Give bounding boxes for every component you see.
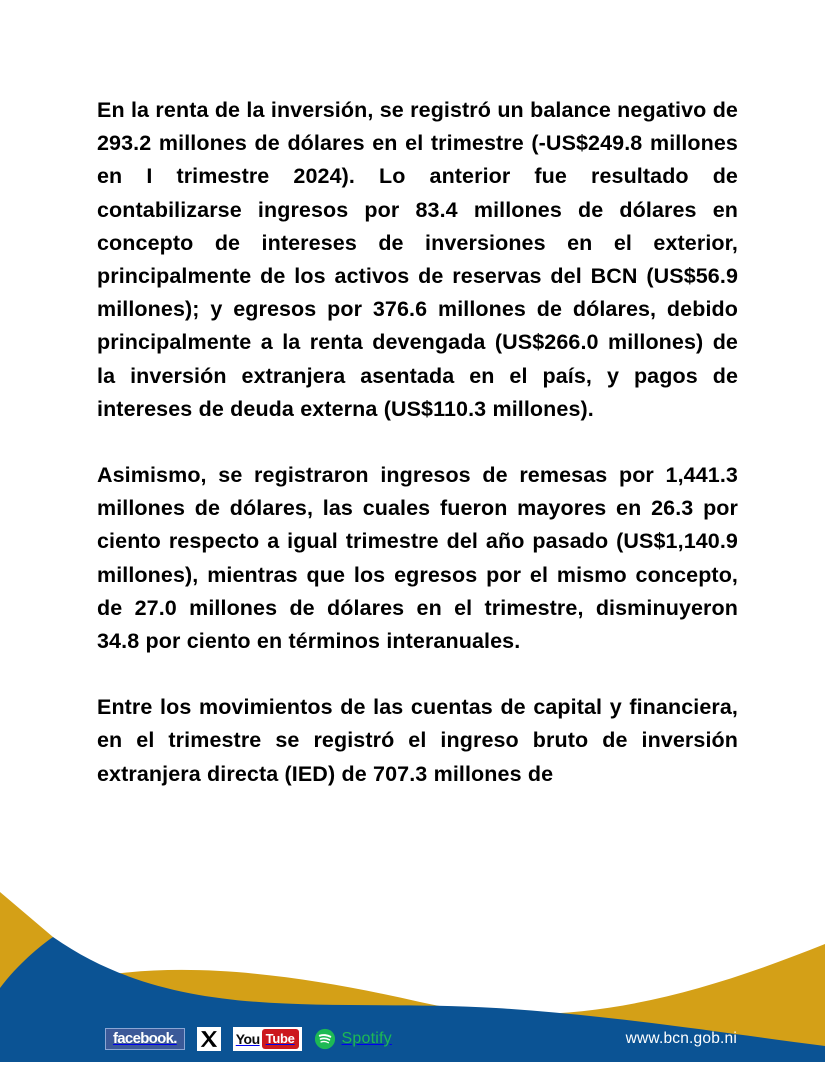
paragraph-capital-financial-account: Entre los movimientos de las cuentas de capital y financiera, en el trimestre se registró el ingreso bruto de inversión extranjera directa (IED) de 707.3 millones de bbox=[97, 695, 738, 786]
youtube-icon[interactable] bbox=[233, 1027, 302, 1051]
youtube-tube-label: Tube bbox=[262, 1029, 299, 1049]
social-links bbox=[105, 1027, 392, 1051]
footer-bar bbox=[0, 1016, 825, 1062]
spotify-glyph bbox=[314, 1028, 336, 1050]
paragraph-remittances: Asimismo, se registraron ingresos de remesas por 1,441.3 millones de dólares, las cuales fueron mayores en 26.3 por ciento respecto a igual trimestre del año pasado (US$1,140.9 millones), mientras que los egresos por el mismo concepto, de 27.0 millones de dólares en el trimestre, disminuyeron 34.8 por ciento en términos interanuales. bbox=[97, 463, 738, 654]
document-body bbox=[97, 94, 738, 791]
x-twitter-icon[interactable] bbox=[197, 1027, 221, 1051]
youtube-you-label: You bbox=[235, 1031, 260, 1047]
website-url[interactable]: www.bcn.gob.ni bbox=[625, 1030, 737, 1048]
facebook-icon[interactable] bbox=[105, 1028, 185, 1050]
spotify-label: Spotify bbox=[341, 1030, 392, 1047]
x-glyph bbox=[200, 1030, 218, 1048]
facebook-label: facebook. bbox=[113, 1030, 177, 1047]
paragraph-investment-income: En la renta de la inversión, se registró un balance negativo de 293.2 millones de dólares en el trimestre (-US$249.8 millones en I trimestre 2024). Lo anterior fue resultado de contabilizarse ingresos por 83.4 millones de dólares en concepto de intereses de inversiones en el exterior, principalmente de los activos de reservas del BCN (US$56.9 millones); y egresos por 376.6 millones de dólares, debido principalmente a la renta devengada (US$266.0 millones) de la inversión extranjera asentada en el país, y pagos de intereses de deuda externa (US$110.3 millones). bbox=[97, 98, 738, 421]
spotify-icon[interactable] bbox=[314, 1028, 392, 1050]
page-bottom-edge bbox=[0, 1062, 825, 1068]
